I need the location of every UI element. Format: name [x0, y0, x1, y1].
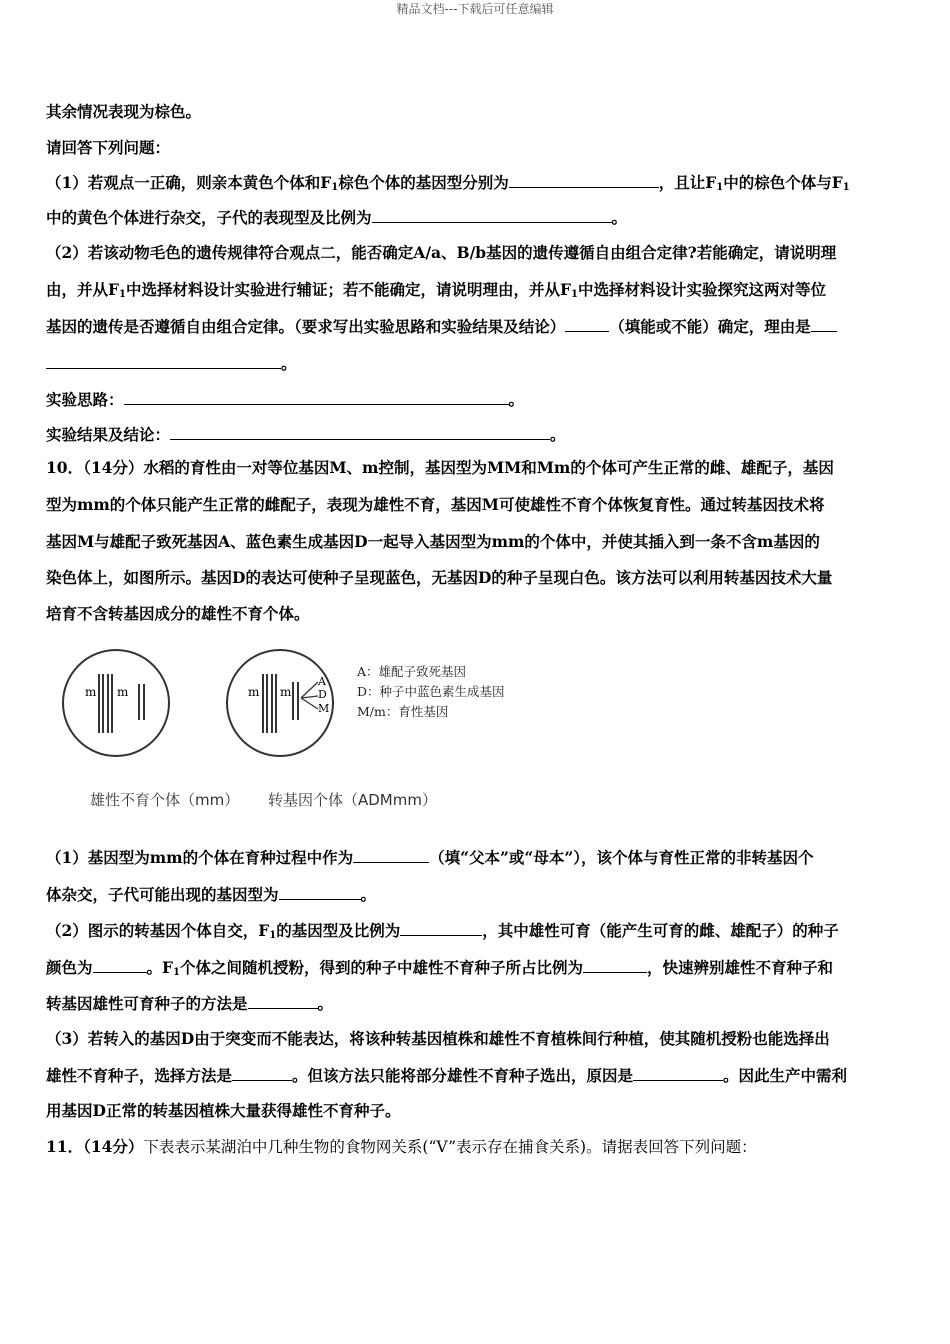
- q9-part2-cont-2: 基因的遗传是否遵循自由组合定律。（要求写出实验思路和实验结果及结论） （填能或不能）确定，理由是: [46, 316, 908, 337]
- q10-sub2-cont-1: 颜色为 。$F_1$个体之间随机授粉，得到的种子中雄性不育种子所占比例为 ，快速辨别雄性不育种子和: [46, 958, 834, 978]
- q9-line-2: 请回答下列问题：: [46, 138, 171, 157]
- gene-label-m: m: [248, 685, 260, 699]
- page-header: 精品文档---下载后可任意编辑: [396, 2, 554, 16]
- q10-line-4: 染色体上，如图所示。基因D的表达可使种子呈现蓝色，无基因D的种子呈现白色。该方法可以利用转基因技术大量: [46, 568, 833, 587]
- gene-label-m: m: [117, 685, 129, 699]
- answer-blank[interactable]: [583, 957, 647, 973]
- answer-blank[interactable]: [124, 389, 509, 405]
- q10-sub1: （1）基因型为mm的个体在育种过程中作为 （填“父本”或“母本”），该个体与育性正常的非转基因个: [46, 848, 814, 867]
- q10-line-1: 10．（14分）水稻的育性由一对等位基因M、m控制，基因型为MM和Mm的个体可产生正常的雌、雄配子，基因: [46, 458, 834, 477]
- q10-sub1-cont: 体杂交，子代可能出现的基因型为 。: [46, 885, 377, 904]
- caption-left: 雄性不育个体（mm）: [90, 791, 240, 809]
- answer-blank[interactable]: [170, 424, 550, 440]
- cell-circle-left: [63, 650, 169, 756]
- gene-label-A: A: [318, 675, 326, 688]
- caption-right: 转基因个体（ADMmm）: [268, 791, 437, 809]
- gene-label-m: m: [85, 685, 97, 699]
- q9-part2: （2）若该动物毛色的遗传规律符合观点二，能否确定A/a、B/b基因的遗传遵循自由组合定律?若能确定，请说明理: [46, 243, 837, 262]
- q10-sub2: （2）图示的转基因个体自交，$F_1$的基因型及比例为 ，其中雄性可育（能产生可育的雌、雄配子）的种子: [46, 921, 839, 941]
- q11-intro: 11．（14分）下表表示某湖泊中几种生物的食物网关系(“V”表示存在捕食关系)。请据表回答下列问题：: [46, 1137, 757, 1156]
- answer-blank[interactable]: [232, 1065, 292, 1081]
- q10-sub2-cont-2: 转基因雄性可育种子的方法是 。: [46, 994, 334, 1013]
- q9-line-1: 其余情况表现为棕色。: [46, 102, 202, 121]
- answer-blank[interactable]: [400, 920, 482, 936]
- legend-A: A：雄配子致死基因: [357, 664, 467, 679]
- answer-blank[interactable]: [46, 353, 281, 369]
- q10-sub3-cont-1: 雄性不育种子，选择方法是 。但该方法只能将部分雄性不育种子选出，原因是 。因此生产中需利: [46, 1066, 848, 1085]
- q9-part1: （1）若观点一正确，则亲本黄色个体和$F_1$棕色个体的基因型分别为 ，且让$F_1$中的棕色个体与$F_1$: [46, 173, 850, 193]
- q9-part2-cont-3: 。: [46, 353, 908, 374]
- answer-blank[interactable]: [633, 1065, 723, 1081]
- q10-line-2: 型为mm的个体只能产生正常的雌配子，表现为雄性不育，基因M可使雄性不育个体恢复育性。通过转基因技术将: [46, 495, 825, 514]
- gene-label-m: m: [280, 685, 292, 699]
- answer-blank[interactable]: [811, 316, 837, 332]
- gene-label-D: D: [318, 688, 327, 701]
- answer-blank[interactable]: [93, 957, 147, 973]
- q10-line-5: 培育不含转基因成分的雄性不育个体。: [46, 604, 310, 623]
- answer-blank[interactable]: [509, 172, 659, 188]
- answer-blank[interactable]: [279, 884, 361, 900]
- answer-blank[interactable]: [248, 993, 318, 1009]
- q10-sub3: （3）若转入的基因D由于突变而不能表达，将该种转基因植株和雄性不育植株间行种植，使其随机授粉也能选择出: [46, 1029, 830, 1048]
- legend-D: D：种子中蓝色素生成基因: [357, 684, 505, 699]
- legend-M: M/m：育性基因: [357, 704, 449, 719]
- q9-idea: 实验思路： 。: [46, 390, 525, 409]
- q10-line-3: 基因M与雄配子致死基因A、蓝色素生成基因D一起导入基因型为mm的个体中，并使其插入到一条不含m基因的: [46, 532, 820, 551]
- chromosome-figure: [60, 640, 550, 820]
- q9-result: 实验结果及结论： 。: [46, 425, 566, 444]
- q9-part2-cont-1: 由，并从$F_1$中选择材料设计实验进行辅证；若不能确定，请说明理由，并从$F_1$中选择材料设计实验探究这两对等位: [46, 280, 826, 300]
- gene-label-M: M: [318, 702, 330, 715]
- q9-part1-cont: 中的黄色个体进行杂交，子代的表现型及比例为 。: [46, 208, 628, 227]
- answer-blank[interactable]: [372, 207, 612, 223]
- answer-blank[interactable]: [565, 316, 609, 332]
- q10-sub3-cont-2: 用基因D正常的转基因植株大量获得雄性不育种子。: [46, 1101, 401, 1120]
- answer-blank[interactable]: [353, 847, 429, 863]
